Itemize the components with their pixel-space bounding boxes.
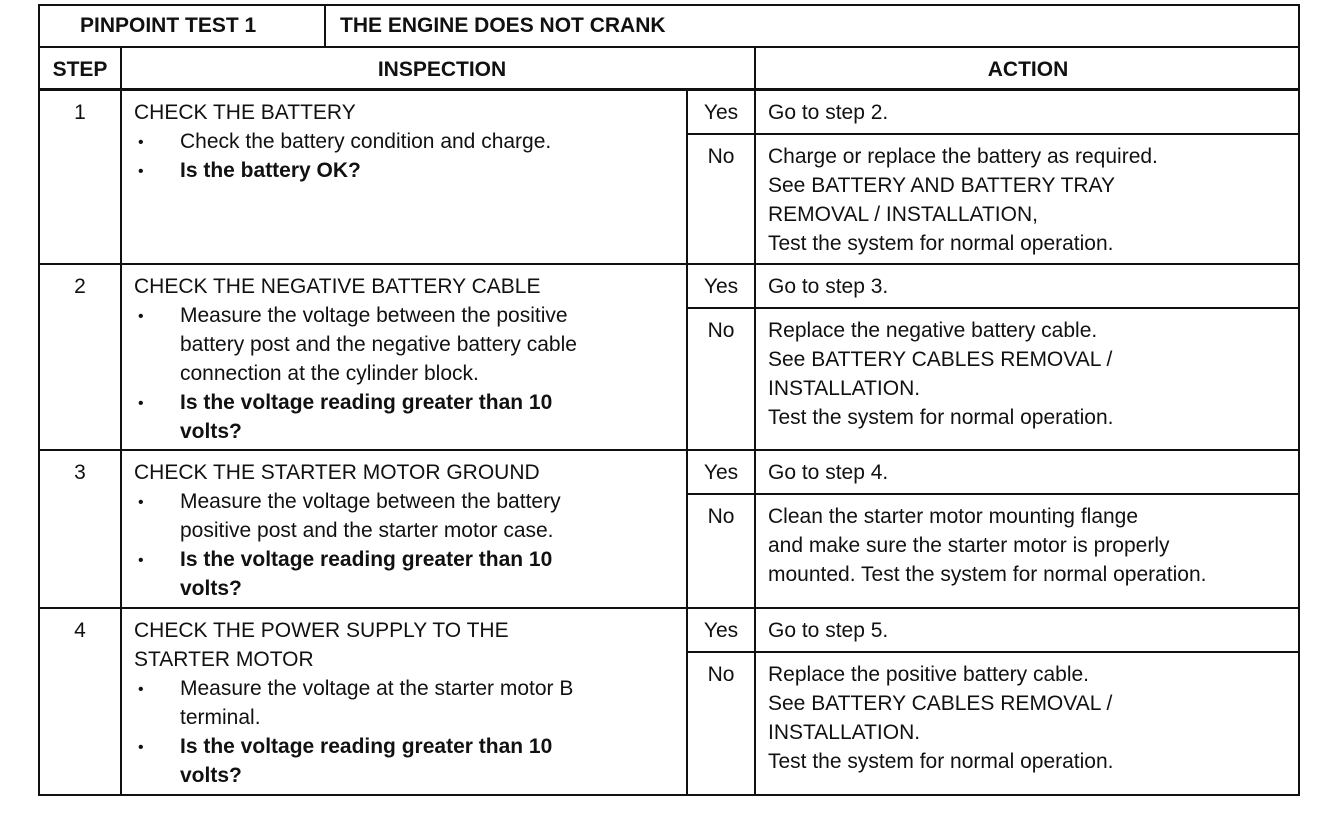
inspection-instruction: Measure the voltage at the starter motor B [180, 677, 574, 700]
no-action: mounted. Test the system for normal operation. [768, 563, 1207, 586]
no-action: See BATTERY CABLES REMOVAL / [768, 692, 1113, 715]
yes-action: Go to step 3. [768, 275, 889, 298]
column-header-inspection: INSPECTION [377, 58, 507, 81]
no-action: Test the system for normal operation. [768, 232, 1114, 255]
title-bottom-rule [38, 46, 1298, 48]
no-action: and make sure the starter motor is properly [768, 534, 1170, 557]
no-action: Test the system for normal operation. [768, 406, 1114, 429]
yes-no-divider-2 [686, 307, 1298, 309]
yes-no-divider-1 [686, 133, 1298, 135]
row-divider-3 [38, 449, 1298, 451]
inspection-question: Is the voltage reading greater than 10 [180, 548, 553, 571]
step-heading: CHECK THE BATTERY [134, 101, 356, 124]
yes-label: Yes [703, 101, 739, 124]
bullet-icon: • [138, 552, 144, 569]
header-col-step-rule [120, 48, 122, 794]
inspection-question: volts? [180, 577, 242, 600]
step-heading: STARTER MOTOR [134, 648, 314, 671]
bullet-icon: • [138, 494, 144, 511]
inspection-instruction: Measure the voltage between the battery [180, 490, 561, 513]
bullet-icon: • [138, 134, 144, 151]
no-label: No [707, 319, 735, 342]
test-title: THE ENGINE DOES NOT CRANK [340, 14, 666, 37]
test-label: PINPOINT TEST 1 [80, 14, 257, 37]
step-number: 4 [74, 619, 86, 642]
inspection-instruction: connection at the cylinder block. [180, 362, 479, 385]
step-heading: CHECK THE STARTER MOTOR GROUND [134, 461, 540, 484]
inspection-question: Is the voltage reading greater than 10 [180, 735, 553, 758]
yes-action: Go to step 2. [768, 101, 889, 124]
no-action: Replace the positive battery cable. [768, 663, 1090, 686]
no-action: INSTALLATION. [768, 377, 921, 400]
header-bottom-rule [38, 88, 1298, 91]
column-header-action: ACTION [987, 58, 1069, 81]
no-action: REMOVAL / INSTALLATION, [768, 203, 1038, 226]
inspection-instruction: positive post and the starter motor case. [180, 519, 554, 542]
pinpoint-test-table [38, 4, 1300, 796]
bullet-icon: • [138, 681, 144, 698]
step-heading: CHECK THE NEGATIVE BATTERY CABLE [134, 275, 541, 298]
bullet-icon: • [138, 308, 144, 325]
yes-action: Go to step 4. [768, 461, 889, 484]
row-divider-4 [38, 607, 1298, 609]
header-col-action-rule [754, 48, 756, 794]
no-action: INSTALLATION. [768, 721, 921, 744]
no-action: Replace the negative battery cable. [768, 319, 1098, 342]
bullet-icon: • [138, 395, 144, 412]
column-header-step: STEP [52, 58, 108, 81]
no-action: Clean the starter motor mounting flange [768, 505, 1139, 528]
no-label: No [707, 505, 735, 528]
inspection-question: Is the battery OK? [180, 159, 361, 182]
step-number: 1 [74, 101, 86, 124]
bullet-icon: • [138, 739, 144, 756]
inspection-instruction: Measure the voltage between the positive [180, 304, 568, 327]
inspection-instruction: terminal. [180, 706, 261, 729]
yes-no-divider-3 [686, 493, 1298, 495]
no-action: Test the system for normal operation. [768, 750, 1114, 773]
inspection-question: volts? [180, 764, 242, 787]
yes-label: Yes [703, 619, 739, 642]
no-action: Charge or replace the battery as required. [768, 145, 1158, 168]
no-action: See BATTERY AND BATTERY TRAY [768, 174, 1116, 197]
inspection-instruction: Check the battery condition and charge. [180, 130, 552, 153]
inspection-instruction: battery post and the negative battery cable [180, 333, 577, 356]
yes-label: Yes [703, 461, 739, 484]
yes-action: Go to step 5. [768, 619, 889, 642]
no-label: No [707, 145, 735, 168]
step-number: 3 [74, 461, 86, 484]
no-label: No [707, 663, 735, 686]
yes-no-divider-4 [686, 651, 1298, 653]
row-divider-2 [38, 263, 1298, 265]
yes-label: Yes [703, 275, 739, 298]
step-heading: CHECK THE POWER SUPPLY TO THE [134, 619, 509, 642]
step-number: 2 [74, 275, 86, 298]
inspection-question: volts? [180, 420, 242, 443]
no-action: See BATTERY CABLES REMOVAL / [768, 348, 1113, 371]
title-divider [324, 4, 326, 48]
bullet-icon: • [138, 163, 144, 180]
inspection-question: Is the voltage reading greater than 10 [180, 391, 553, 414]
